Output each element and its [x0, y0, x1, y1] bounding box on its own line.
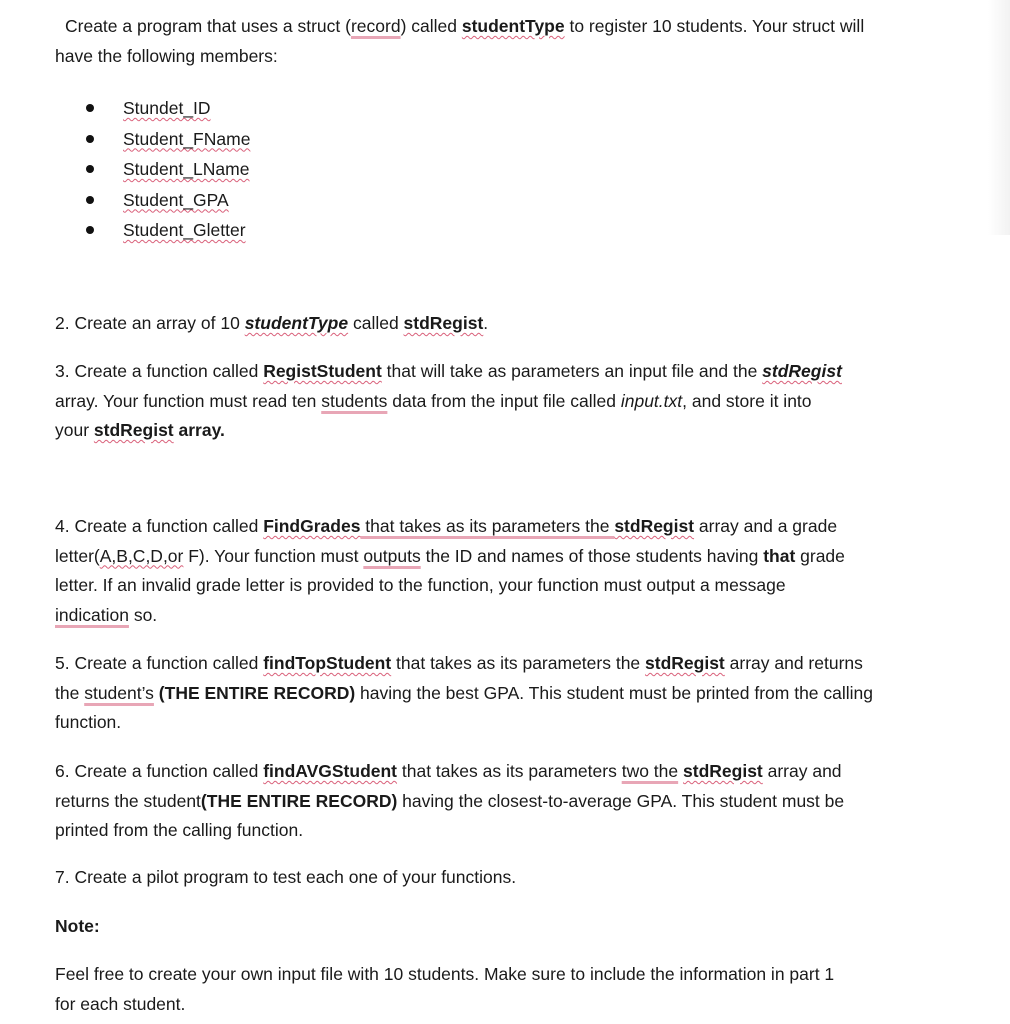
item-6-text-l2c: having the closest-to-average GPA. This student must be	[397, 790, 845, 811]
item-4-text-l2c: the ID and names of those students having	[420, 545, 764, 566]
item-6-text-b: that takes as its parameters	[397, 761, 622, 781]
note-line-1: Feel free to create your own input file with 10 students. Make sure to include the information in part 1	[55, 964, 835, 984]
bullet-icon	[86, 226, 94, 234]
item-4-line-3: letter. If an invalid grade letter is provided to the function, your function must output a message	[55, 575, 786, 595]
item-3-text-l2a: array. Your function must read ten	[55, 390, 322, 411]
note-heading	[55, 912, 955, 942]
item-4-line-2	[55, 542, 955, 572]
students-word: student’s	[84, 682, 154, 703]
item-4-text-l2b: F). Your function must	[183, 545, 364, 566]
item-5-line-3: function.	[55, 712, 122, 732]
list-item	[86, 93, 250, 124]
two-the-words: two the	[621, 761, 679, 781]
list-item	[86, 124, 250, 155]
note-line-2: for each student.	[55, 993, 186, 1014]
grade-letters: A,B,C,D,or	[99, 545, 184, 566]
members-list	[86, 93, 250, 246]
item-6-line-3: printed from the calling function.	[55, 820, 304, 840]
item-3	[55, 357, 955, 446]
intro-text-b: ) called	[400, 16, 462, 36]
indication-word: indication	[55, 604, 129, 625]
array-name: stdRegist	[762, 361, 842, 381]
item-4-text-l2a: letter(	[55, 545, 100, 566]
item-4-line-1	[55, 512, 955, 542]
record-word: record	[350, 16, 401, 36]
member-name: Student_FName	[123, 128, 251, 149]
item-3-line-2	[55, 387, 955, 417]
bullet-icon	[86, 135, 94, 143]
member-name: Student_LName	[123, 159, 250, 179]
list-item	[86, 154, 250, 185]
entire-record-label: (THE ENTIRE RECORD)	[153, 682, 356, 703]
note-paragraph	[55, 960, 955, 1019]
array-name: stdRegist	[614, 516, 695, 536]
item-5	[55, 649, 955, 738]
struct-name: studentType	[461, 16, 565, 36]
item-6-text-a: 6. Create a function called	[55, 761, 264, 781]
array-name: stdRegist	[403, 313, 484, 333]
item-3-text-b: that will take as parameters an input file and the	[381, 361, 763, 381]
item-5-line-1	[55, 649, 955, 679]
intro-text-c: to register 10 students. Your struct will	[564, 16, 865, 36]
item-3-text-l2b: data from the input file called	[387, 390, 621, 411]
function-name: RegistStudent	[263, 361, 382, 381]
item-4-line-4	[55, 601, 955, 631]
item-6-line-1	[55, 757, 955, 787]
function-name: findTopStudent	[263, 653, 392, 673]
item-2-line	[55, 309, 955, 339]
item-3-text-l2c: , and store it into	[682, 390, 812, 411]
students-word: students	[321, 390, 388, 411]
array-name: stdRegist	[93, 420, 174, 440]
intro-paragraph	[55, 12, 955, 71]
member-name: Stundet_ID	[123, 98, 211, 118]
function-name: findAVGStudent	[263, 761, 398, 781]
item-6-text-l2a: returns the student	[55, 790, 201, 811]
entire-record-label: (THE ENTIRE RECORD)	[200, 790, 398, 811]
item-6-text-c: array and	[762, 761, 842, 781]
function-name: FindGrades	[263, 516, 361, 536]
item-5-text-l2c: having the best GPA. This student must be printed from the calling	[355, 682, 874, 703]
item-5-line-2	[55, 679, 955, 709]
intro-line-1	[55, 12, 955, 42]
member-name: Student_Gletter	[123, 220, 246, 240]
item-3-text-l3a: your	[55, 420, 94, 440]
item-6	[55, 757, 955, 846]
item-7-line: 7. Create a pilot program to test each one of your functions.	[55, 867, 517, 887]
member-name: Student_GPA	[123, 189, 229, 210]
scroll-shade	[988, 0, 1010, 235]
type-name: studentType	[244, 313, 349, 333]
array-name: stdRegist	[683, 761, 763, 781]
outputs-word: outputs	[363, 545, 421, 566]
list-item	[86, 185, 250, 216]
item-2-text-b: called	[348, 313, 404, 333]
note-label: Note:	[55, 916, 100, 936]
item-3-line-3	[55, 416, 955, 446]
item-5-text-a: 5. Create a function called	[55, 653, 264, 673]
item-5-text-l2a: the	[55, 682, 85, 703]
list-item	[86, 215, 250, 246]
item-3-line-1	[55, 357, 955, 387]
item-4-text-b: that takes as its parameters the	[360, 516, 615, 536]
item-2	[55, 309, 955, 339]
item-4-text-l2d: grade	[795, 545, 845, 566]
item-5-text-c: array and returns	[724, 653, 863, 673]
bullet-icon	[86, 165, 94, 173]
item-3-text-a: 3. Create a function called	[55, 361, 264, 381]
item-7	[55, 863, 955, 893]
intro-text-a: Create a program that uses a struct (	[65, 16, 351, 36]
bullet-icon	[86, 196, 94, 204]
that-word: that	[763, 545, 796, 566]
array-name: stdRegist	[645, 653, 725, 673]
item-2-text-a: 2. Create an array of 10	[55, 313, 245, 333]
item-2-text-c: .	[483, 313, 489, 333]
intro-line-2: have the following members:	[55, 45, 278, 66]
item-4-text-a: 4. Create a function called	[55, 516, 264, 536]
item-5-text-b: that takes as its parameters the	[391, 653, 646, 673]
item-4	[55, 512, 955, 630]
input-file-name: input.txt	[620, 390, 683, 411]
item-3-text-l3b: array.	[173, 420, 225, 440]
item-4-text-l4: so.	[128, 604, 158, 625]
item-4-text-c: array and a grade	[694, 516, 838, 536]
item-6-line-2	[55, 787, 955, 817]
bullet-icon	[86, 104, 94, 112]
